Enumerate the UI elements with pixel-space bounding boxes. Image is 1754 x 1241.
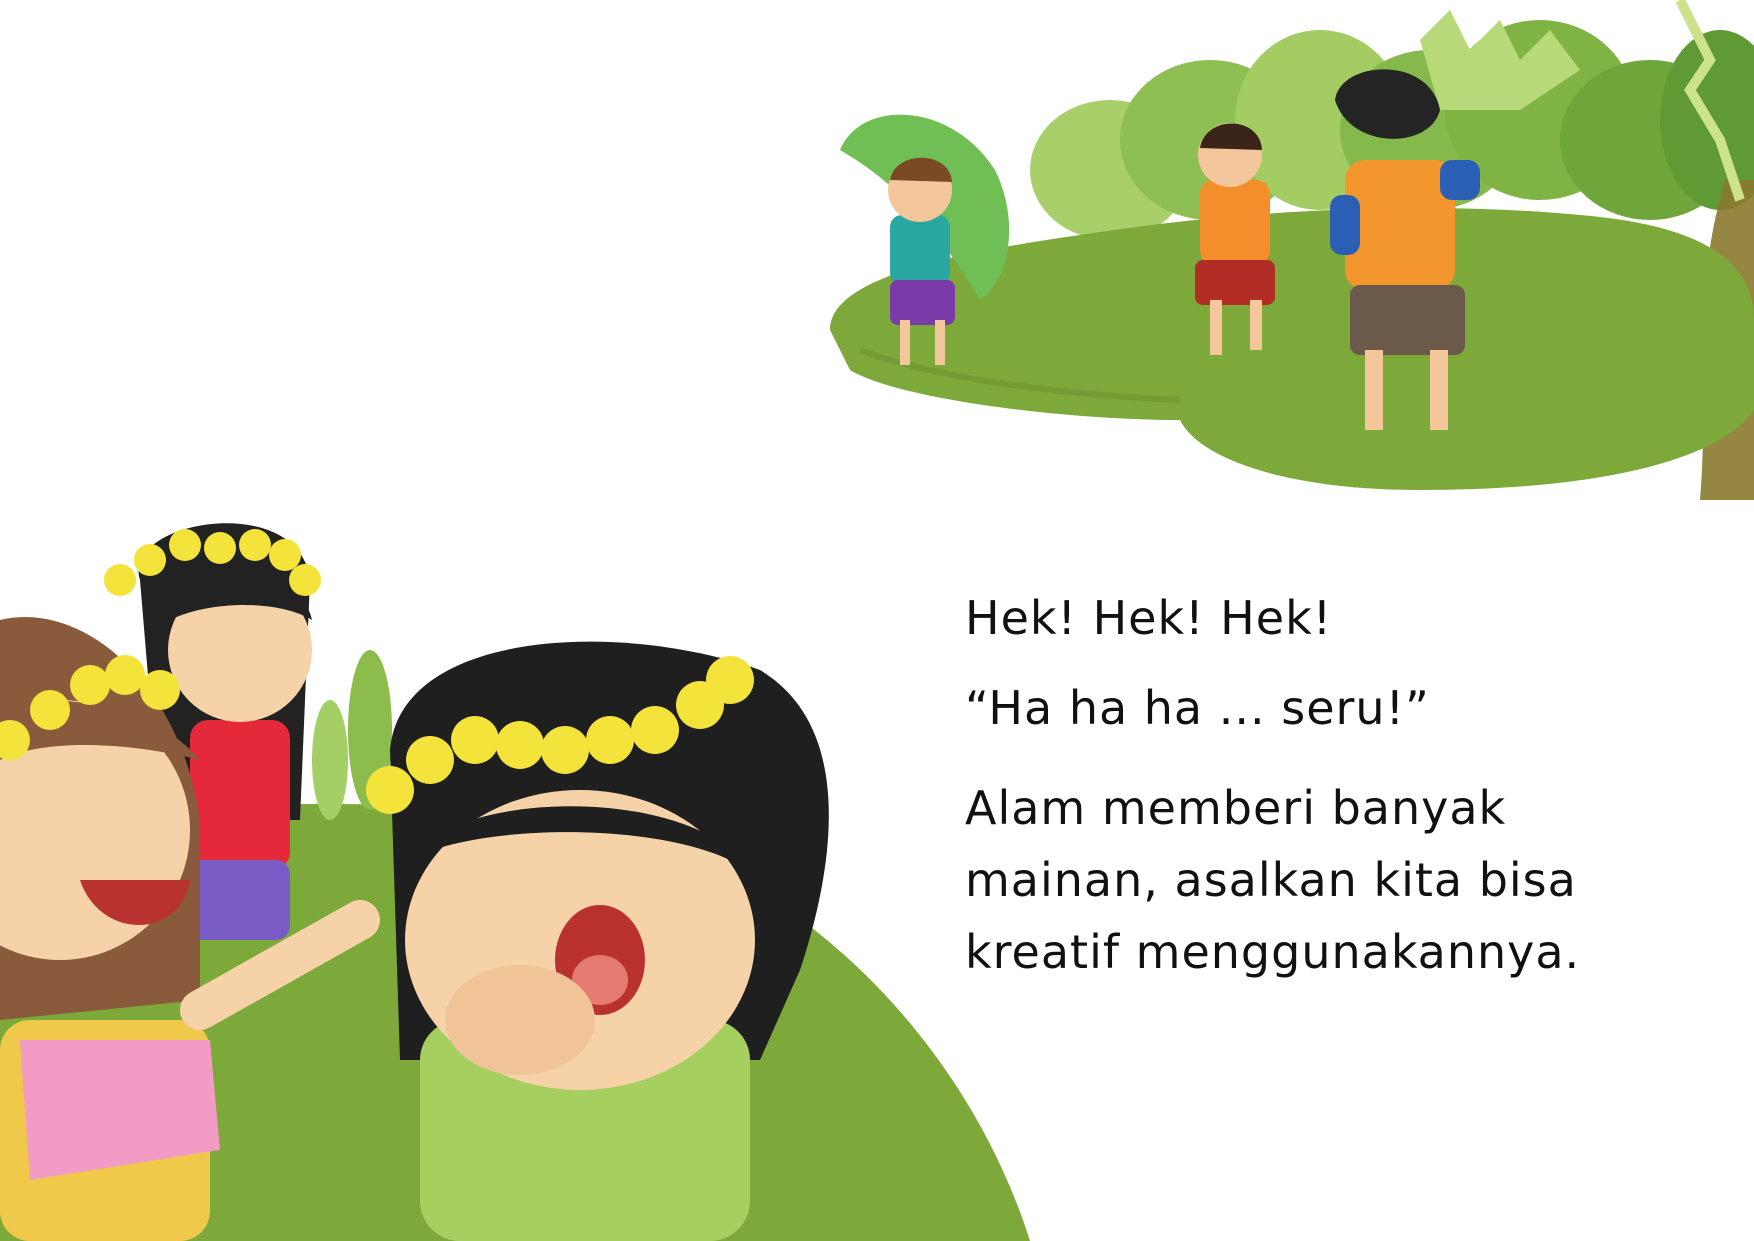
story-line-4: mainan, asalkan kita bisa xyxy=(965,853,1577,907)
girls-laughing-illustration xyxy=(0,500,1040,1241)
story-line-5: kreatif menggunakannya. xyxy=(965,925,1581,979)
boys-playing-illustration xyxy=(820,0,1754,500)
story-line-3: Alam memberi banyak xyxy=(965,781,1507,835)
story-line-1: Hek! Hek! Hek! xyxy=(965,591,1333,645)
story-line-2: “Ha ha ha ... seru!” xyxy=(965,681,1430,735)
story-text xyxy=(965,582,1705,988)
